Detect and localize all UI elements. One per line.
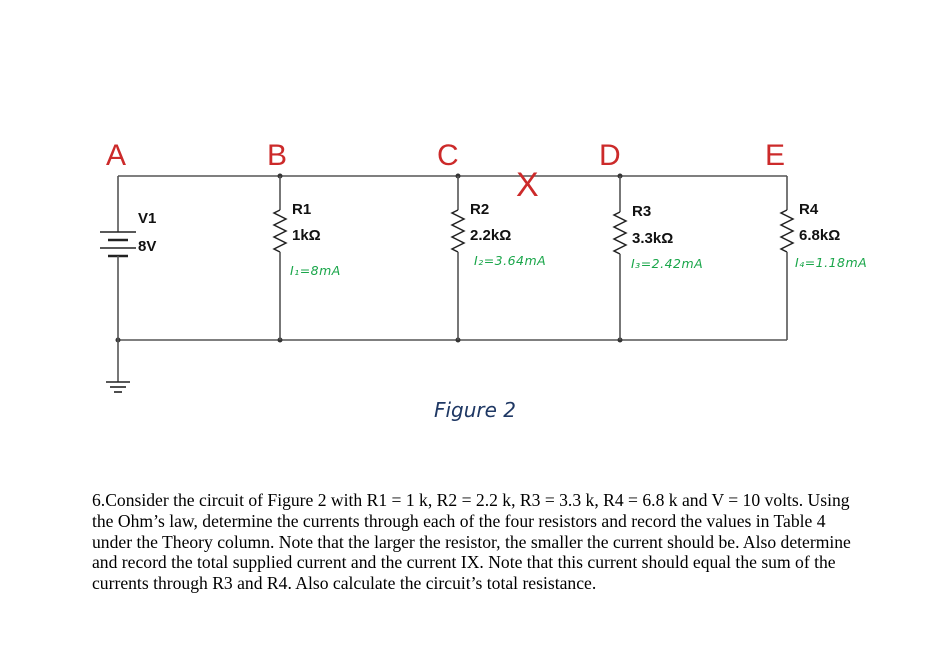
question-paragraph: 6.Consider the circuit of Figure 2 with R1 = 1 k, R2 = 2.2 k, R3 = 3.3 k, R4 = 6.8 k and V = 10 volts. Using the Ohm’s law, determine the currents through each of the four resistors and record the values in Table 4 under the Theory column. Note that the larger the resistor, the smaller the current should be. Also determine and record the total supplied current and the current IX. Note that this current should equal the sum of the currents through R3 and R4. Also calculate the circuit’s total resistance.	[92, 490, 851, 594]
r3-name: R3	[632, 203, 652, 220]
r3-value: 3.3kΩ	[632, 230, 674, 247]
cross-mark: X	[516, 166, 539, 204]
r1-name: R1	[292, 201, 312, 218]
r3-current-note: I₃=2.42mA	[631, 256, 704, 271]
r4-value: 6.8kΩ	[799, 227, 841, 244]
source-name: V1	[138, 210, 157, 227]
r4-name: R4	[799, 201, 819, 218]
ground-symbol	[106, 340, 130, 392]
node-label-d: D	[599, 139, 621, 172]
r1-current-note: I₁=8mA	[290, 263, 341, 278]
node-label-e: E	[765, 139, 786, 172]
node-label-a: A	[106, 139, 127, 172]
r2-value: 2.2kΩ	[470, 227, 512, 244]
r4-current-note: I₄=1.18mA	[795, 255, 868, 270]
source-value: 8V	[138, 238, 157, 255]
battery-v1	[100, 176, 136, 340]
resistor-r1	[274, 176, 286, 340]
node-label-b: B	[267, 139, 288, 172]
figure-caption: Figure 2	[433, 398, 517, 422]
resistor-r3	[614, 176, 626, 340]
resistor-r2	[452, 176, 464, 340]
r1-value: 1kΩ	[292, 227, 321, 244]
node-label-c: C	[437, 139, 459, 172]
resistor-r4	[781, 176, 793, 340]
r2-current-note: I₂=3.64mA	[474, 253, 547, 268]
r2-name: R2	[470, 201, 490, 218]
